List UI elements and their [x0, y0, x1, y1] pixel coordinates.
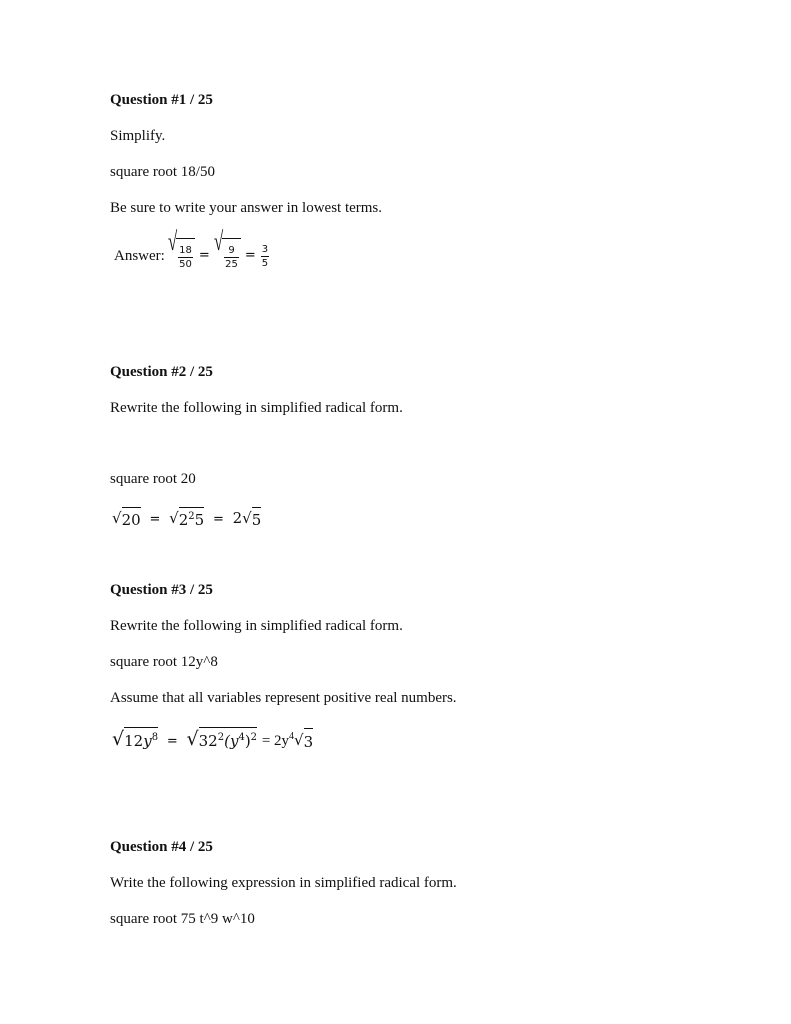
answer-label: Answer:: [114, 248, 165, 264]
q3-problem: square root 12y^8: [110, 654, 218, 670]
q4-heading: Question #4 / 25: [110, 839, 213, 855]
q1-radical-1: √ $\frac{18}{50}$: [168, 238, 195, 274]
q3-solution: √ $12y^8$ = √ $32^2(y^4)^2$ = $2y^4$ √ 3: [112, 727, 313, 754]
q1-heading: Question #1 / 25: [110, 92, 213, 108]
q3-instruction: Rewrite the following in simplified radical form.: [110, 618, 403, 634]
q2-heading: Question #2 / 25: [110, 364, 213, 380]
q1-note: Be sure to write your answer in lowest terms.: [110, 200, 383, 216]
q1-instruction: Simplify.: [110, 128, 166, 144]
q2-solution: √ 20 = √ $2^25$ = 2 √ 5: [112, 509, 262, 529]
q4-problem: square root 75 t^9 w^10: [110, 911, 255, 927]
q3-note: Assume that all variables represent positive real numbers.: [110, 690, 457, 706]
q2-instruction: Rewrite the following in simplified radical form.: [110, 400, 403, 416]
q3-heading: Question #3 / 25: [110, 582, 213, 598]
q1-answer: Answer: √ $\frac{18}{50}$ = √ $\frac{9}{25}$ = $\frac{3}{5}$: [114, 238, 270, 274]
q1-radical-2: √ $\frac{9}{25}$: [214, 238, 241, 274]
q1-result-fraction: $\frac{3}{5}$: [261, 243, 269, 269]
fraction: $\frac{18}{50}$: [179, 245, 192, 271]
q1-problem: square root 18/50: [110, 164, 215, 180]
q2-problem: square root 20: [110, 471, 196, 487]
q4-instruction: Write the following expression in simplified radical form.: [110, 875, 457, 891]
fraction: $\frac{9}{25}$: [225, 245, 238, 271]
